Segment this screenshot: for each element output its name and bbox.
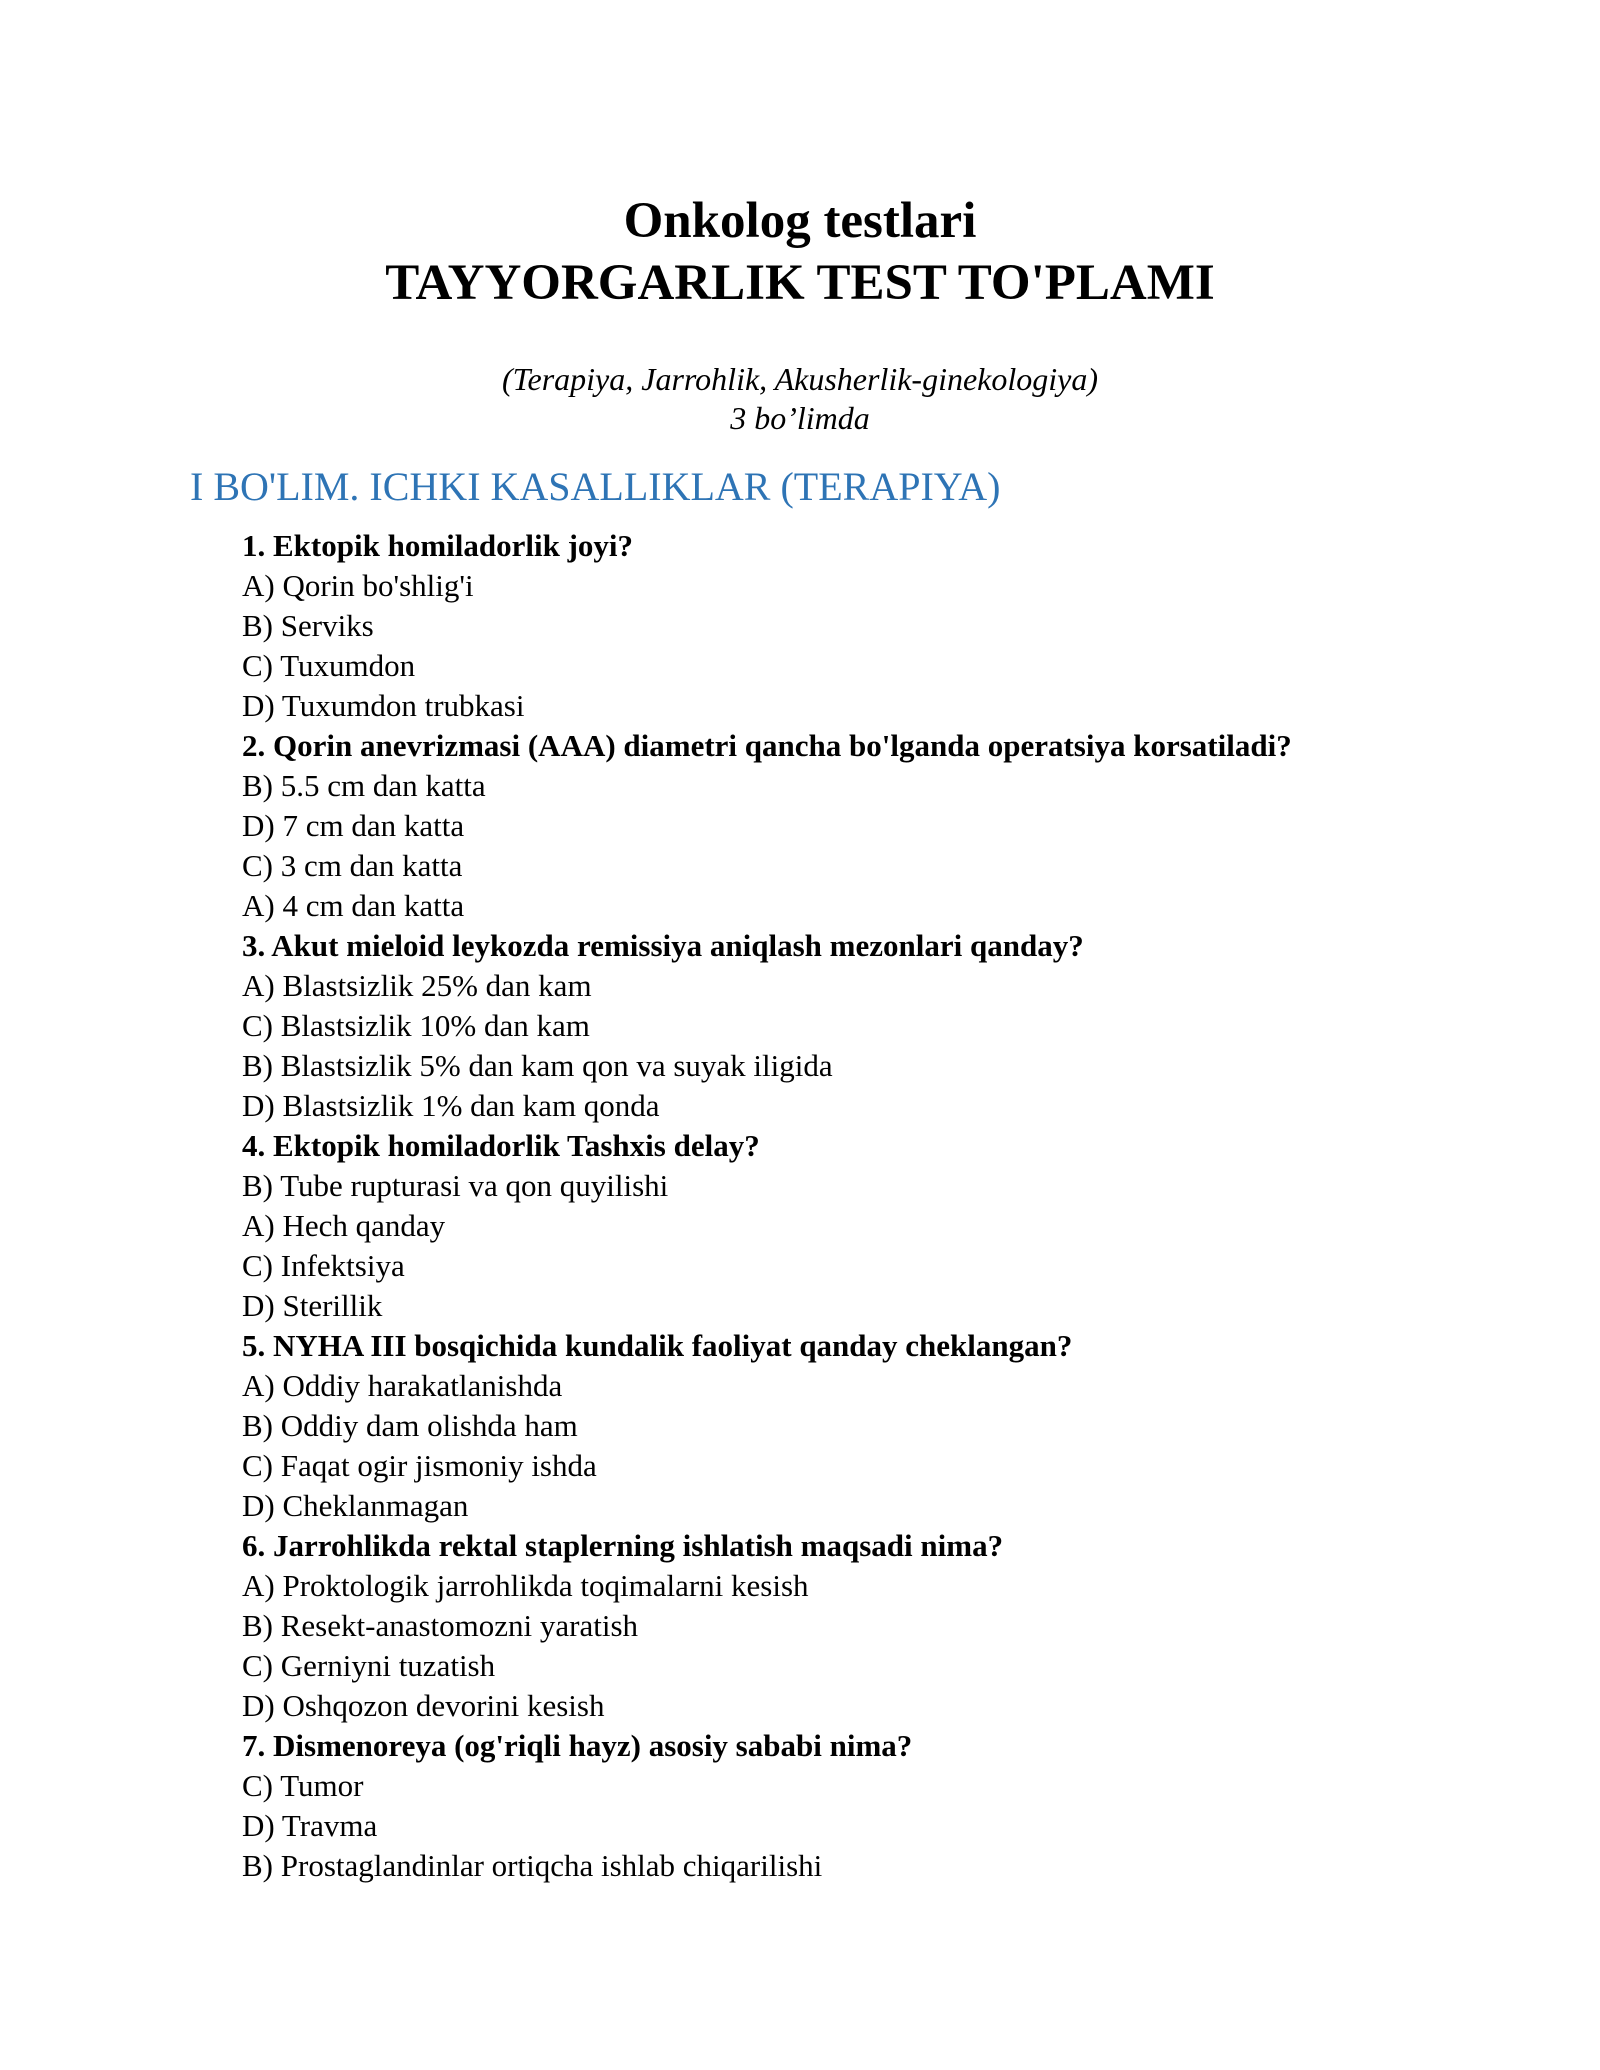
answer-option: B) Serviks	[242, 608, 374, 643]
question-text: 3. Akut mieloid leykozda remissiya aniqlash mezonlari qanday?	[242, 928, 1084, 963]
document-subtitle-heading: TAYYORGARLIK TEST TO'PLAMI	[385, 255, 1215, 311]
answer-option: D) Sterillik	[242, 1288, 383, 1323]
answer-option: A) Proktologik jarrohlikda toqimalarni kesish	[242, 1568, 809, 1603]
subtitle-block	[0, 360, 1600, 438]
answer-option: D) 7 cm dan katta	[242, 808, 465, 843]
answer-option: A) Oddiy harakatlanishda	[242, 1368, 563, 1403]
answer-option: C) Tuxumdon	[242, 648, 416, 683]
answer-option: D) Travma	[242, 1808, 378, 1843]
question-item	[242, 726, 1442, 926]
question-text: 2. Qorin anevrizmasi (AAA) diametri qancha bo'lganda operatsiya korsatiladi?	[242, 728, 1292, 763]
subtitle-parts: 3 bo’limda	[730, 400, 870, 436]
answer-option: C) Gerniyni tuzatish	[242, 1648, 496, 1683]
question-text: 5. NYHA III bosqichida kundalik faoliyat qanday cheklangan?	[242, 1328, 1073, 1363]
answer-option: C) 3 cm dan katta	[242, 848, 463, 883]
question-text: 6. Jarrohlikda rektal staplerning ishlatish maqsadi nima?	[242, 1528, 1004, 1563]
question-item	[242, 1726, 1442, 1886]
question-item	[242, 1326, 1442, 1526]
answer-option: C) Blastsizlik 10% dan kam	[242, 1008, 590, 1043]
answer-option: B) Oddiy dam olishda ham	[242, 1408, 578, 1443]
question-item	[242, 1126, 1442, 1326]
subtitle-disciplines: (Terapiya, Jarrohlik, Akusherlik-ginekologiya)	[501, 361, 1099, 397]
answer-option: B) Tube rupturasi va qon quyilishi	[242, 1168, 669, 1203]
title-block	[0, 190, 1600, 314]
answer-option: A) 4 cm dan katta	[242, 888, 465, 923]
document-title: Onkolog testlari	[623, 193, 977, 249]
question-item	[242, 1526, 1442, 1726]
question-text: 1. Ektopik homiladorlik joyi?	[242, 528, 634, 563]
question-item	[242, 526, 1442, 726]
answer-option: A) Qorin bo'shlig'i	[242, 568, 474, 603]
answer-option: B) Prostaglandinlar ortiqcha ishlab chiqarilishi	[242, 1848, 823, 1883]
answer-option: D) Cheklanmagan	[242, 1488, 469, 1523]
answer-option: A) Hech qanday	[242, 1208, 446, 1243]
answer-option: C) Faqat ogir jismoniy ishda	[242, 1448, 597, 1483]
answer-option: C) Tumor	[242, 1768, 364, 1803]
answer-option: D) Blastsizlik 1% dan kam qonda	[242, 1088, 660, 1123]
answer-option: B) Blastsizlik 5% dan kam qon va suyak iligida	[242, 1048, 833, 1083]
question-text: 7. Dismenoreya (og'riqli hayz) asosiy sababi nima?	[242, 1728, 913, 1763]
question-list	[242, 526, 1442, 1886]
answer-option: B) Resekt-anastomozni yaratish	[242, 1608, 639, 1643]
question-item	[242, 926, 1442, 1126]
answer-option: B) 5.5 cm dan katta	[242, 768, 486, 803]
answer-option: A) Blastsizlik 25% dan kam	[242, 968, 592, 1003]
answer-option: C) Infektsiya	[242, 1248, 405, 1283]
answer-option: D) Oshqozon devorini kesish	[242, 1688, 605, 1723]
question-text: 4. Ektopik homiladorlik Tashxis delay?	[242, 1128, 760, 1163]
answer-option: D) Tuxumdon trubkasi	[242, 688, 525, 723]
section-heading: I BO'LIM. ICHKI KASALLIKLAR (TERAPIYA)	[190, 464, 1001, 509]
